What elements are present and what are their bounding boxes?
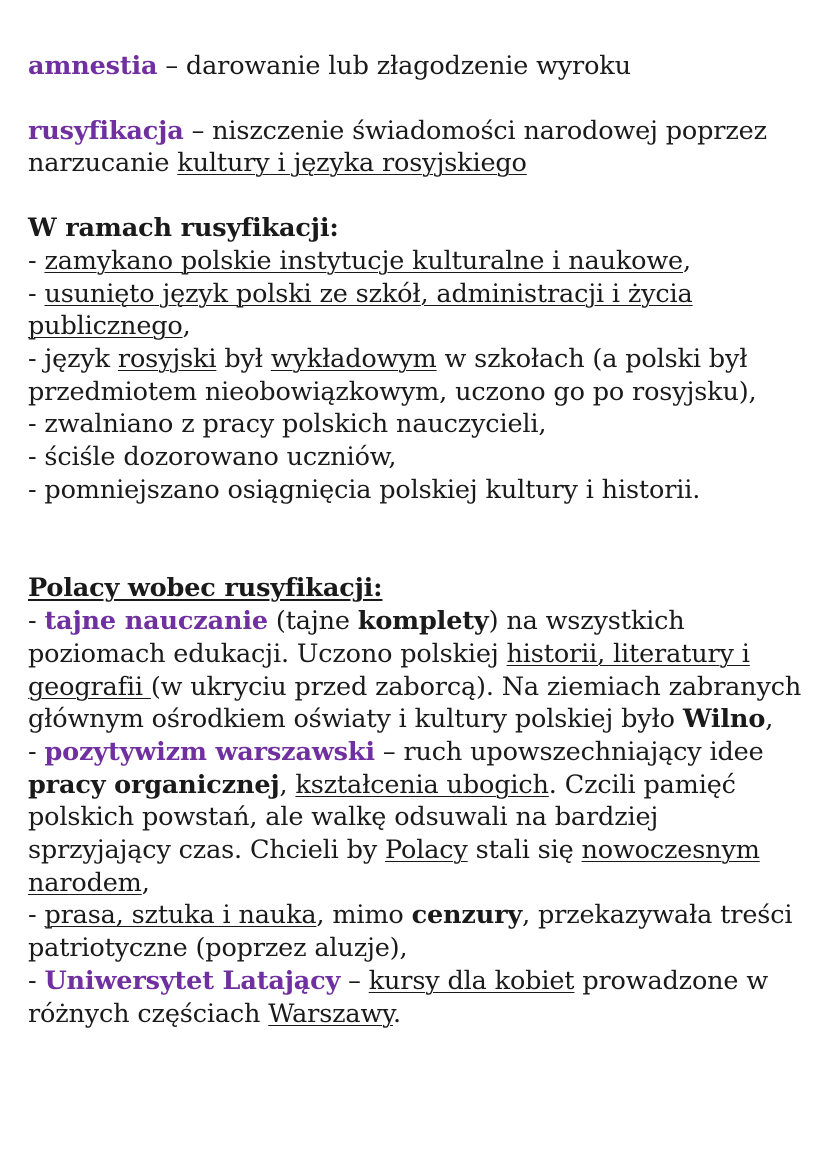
underlined-text: kształcenia ubogich <box>295 769 549 800</box>
text: , mimo <box>316 900 412 931</box>
bold-text: cenzury <box>411 900 523 931</box>
list-item <box>28 343 808 408</box>
term-amnestia: amnestia <box>28 51 158 81</box>
underlined-text: prasa, sztuka i nauka <box>44 900 317 931</box>
list-item: - zwalniano z pracy polskich nauczycieli, <box>28 409 547 440</box>
punctuation: , <box>182 311 191 342</box>
underlined-text: kursy dla kobiet <box>368 965 575 996</box>
text: ) na wszystkich poziomach edukacji. Uczono polskiej <box>28 606 685 669</box>
list-item <box>28 278 808 343</box>
underlined-text: zamykano polskie instytucje kulturalne i naukowe <box>44 245 683 276</box>
dash: - <box>28 606 45 637</box>
list-item <box>28 736 808 900</box>
dash: - <box>28 245 45 276</box>
list-item <box>28 899 808 964</box>
punctuation: , <box>141 867 150 898</box>
bold-text: komplety <box>357 606 489 637</box>
text: (w ukryciu przed zaborcą). Na ziemiach zabranych głównym ośrodkiem oświaty i kultury polskiej było <box>28 671 802 735</box>
underlined-text: nowoczesnym narodem <box>28 835 760 898</box>
list-item: - ściśle dozorowano uczniów, <box>28 442 397 473</box>
term-uniwersytet-latajacy: Uniwersytet Latający <box>44 965 341 996</box>
bold-text: pracy organicznej <box>28 769 280 800</box>
punctuation: , <box>765 704 774 735</box>
text: – ruch upowszechniający idee <box>374 736 764 767</box>
underlined-text: rosyjski <box>117 343 217 374</box>
text: w szkołach (a polski był przedmiotem nieobowiązkowym, uczono go po rosyjsku), <box>28 343 757 407</box>
dash: - <box>28 736 45 767</box>
bold-text: Wilno <box>682 704 766 735</box>
punctuation: , <box>683 245 691 276</box>
term-tajne-nauczanie: tajne nauczanie <box>44 606 268 637</box>
dash: - <box>28 278 45 309</box>
underlined-text: historii, literatury i geografii <box>28 638 750 702</box>
text: , <box>279 769 296 800</box>
underlined-text: wykładowym <box>270 343 437 374</box>
list-item <box>28 245 808 278</box>
term-pozytywizm: pozytywizm warszawski <box>44 736 375 767</box>
text: . Czcili pamięć polskich powstań, ale walkę odsuwali na bardziej sprzyjający czas. Chcieli by <box>28 769 736 866</box>
text: - język <box>28 343 118 374</box>
underlined-text: kultury i języka rosyjskiego <box>177 148 527 179</box>
term-rusyfikacja: rusyfikacja <box>28 115 184 146</box>
text: , przekazywała treści patriotyczne (poprzez aluzje), <box>28 900 793 964</box>
text: – <box>340 965 369 996</box>
text: prowadzone w różnych częściach <box>28 965 768 1029</box>
punctuation: . <box>393 998 401 1029</box>
definition-text: – darowanie lub złagodzenie wyroku <box>157 51 631 81</box>
list-item <box>28 965 808 1030</box>
heading-polacy: Polacy wobec rusyfikacji: <box>28 573 383 604</box>
heading-w-ramach: W ramach rusyfikacji: <box>28 213 339 244</box>
definition-amnestia <box>28 50 808 83</box>
text: stali się <box>467 835 582 866</box>
underlined-text: usunięto język polski ze szkół, administracji i życia publicznego <box>28 278 693 342</box>
list-item <box>28 605 808 736</box>
text: był <box>216 343 271 374</box>
dash: - <box>28 965 45 996</box>
document-page <box>28 50 808 1030</box>
dash: - <box>28 900 45 931</box>
definition-text: – niszczenie świadomości narodowej poprzez narzucanie <box>28 115 767 179</box>
text: (tajne <box>267 606 358 637</box>
underlined-text: Polacy <box>385 835 468 866</box>
list-item: - pomniejszano osiągnięcia polskiej kultury i historii. <box>28 474 701 505</box>
definition-rusyfikacja <box>28 115 808 180</box>
underlined-text: Warszawy <box>268 998 394 1029</box>
